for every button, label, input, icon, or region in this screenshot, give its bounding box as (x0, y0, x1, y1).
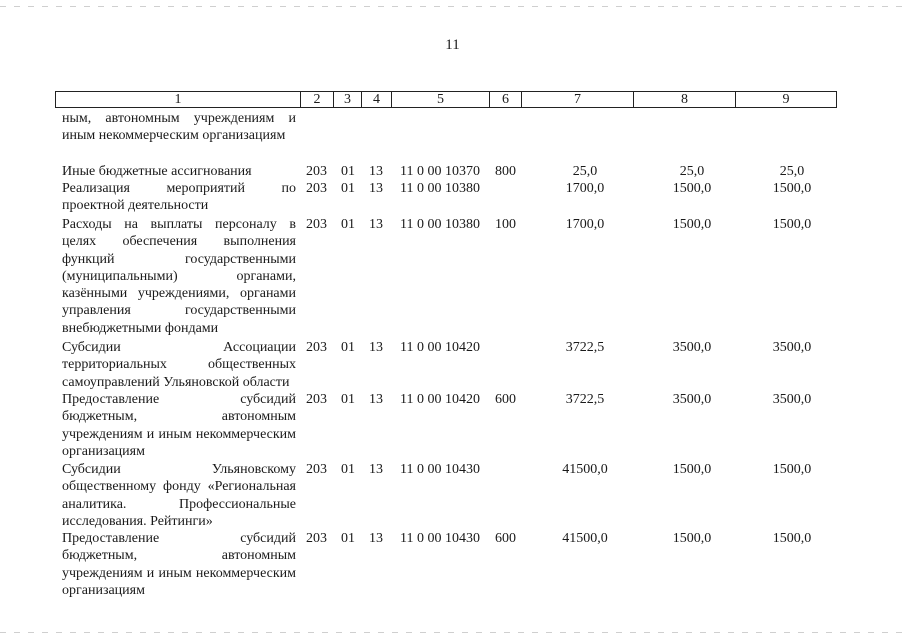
cell-col-6: 600 (495, 392, 516, 407)
cell-col-6: 100 (495, 217, 516, 232)
scan-edge-top (0, 6, 905, 7)
cell-col-9: 1500,0 (772, 217, 812, 232)
cell-col-3: 01 (341, 164, 355, 179)
cell-col-3: 01 (341, 531, 355, 546)
row-name: ным, автономным учреждениям и иным некоммерческим организациям (62, 111, 296, 144)
cell-col-5: 11 0 00 10420 (400, 340, 480, 355)
cell-col-2: 203 (306, 217, 327, 232)
cell-col-4: 13 (369, 181, 383, 196)
cell-col-8: 3500,0 (672, 340, 712, 355)
cell-col-6: 600 (495, 531, 516, 546)
cell-col-9: 3500,0 (772, 392, 812, 407)
cell-col-4: 13 (369, 462, 383, 477)
cell-col-5: 11 0 00 10420 (400, 392, 480, 407)
row-name: Расходы на выплаты персоналу в целях обеспечения выполнения функций государственными (муниципальными) органами, казёнными учреждениями, органами управления государственными внебюджетными фондами (62, 217, 296, 336)
cell-col-2: 203 (306, 462, 327, 477)
row-name: Иные бюджетные ассигнования (62, 164, 252, 179)
cell-col-8: 1500,0 (672, 217, 712, 232)
cell-col-6: 800 (495, 164, 516, 179)
row-name: Предоставление субсидий бюджетным, автономным учреждениям и иным некоммерческим организациям (62, 392, 296, 459)
cell-col-7: 41500,0 (562, 462, 608, 477)
row-name: Субсидии Ассоциации территориальных общественных самоуправлений Ульяновской области (62, 340, 296, 390)
cell-col-3: 01 (341, 217, 355, 232)
cell-col-9: 25,0 (779, 164, 805, 179)
cell-col-7: 3722,5 (565, 340, 605, 355)
page-number: 11 (445, 37, 460, 53)
cell-col-3: 01 (341, 392, 355, 407)
cell-col-8: 3500,0 (672, 392, 712, 407)
cell-col-8: 1500,0 (672, 462, 712, 477)
cell-col-7: 1700,0 (565, 181, 605, 196)
cell-col-3: 01 (341, 340, 355, 355)
cell-col-2: 203 (306, 392, 327, 407)
header-col-3: 3 (334, 92, 362, 107)
cell-col-2: 203 (306, 340, 327, 355)
cell-col-5: 11 0 00 10380 (400, 181, 480, 196)
cell-col-7: 41500,0 (562, 531, 608, 546)
table-header (55, 91, 837, 108)
scan-edge-bottom (0, 632, 905, 633)
cell-col-9: 1500,0 (772, 531, 812, 546)
cell-col-7: 1700,0 (565, 217, 605, 232)
cell-col-4: 13 (369, 531, 383, 546)
header-col-7: 7 (522, 92, 634, 107)
cell-col-8: 1500,0 (672, 531, 712, 546)
header-col-4: 4 (362, 92, 392, 107)
cell-col-4: 13 (369, 217, 383, 232)
cell-col-5: 11 0 00 10430 (400, 531, 480, 546)
cell-col-5: 11 0 00 10430 (400, 462, 480, 477)
cell-col-5: 11 0 00 10370 (400, 164, 480, 179)
header-col-6: 6 (490, 92, 522, 107)
header-col-5: 5 (392, 92, 490, 107)
cell-col-8: 1500,0 (672, 181, 712, 196)
row-name: Предоставление субсидий бюджетным, автономным учреждениям и иным некоммерческим организациям (62, 531, 296, 598)
cell-col-9: 1500,0 (772, 181, 812, 196)
cell-col-7: 3722,5 (565, 392, 605, 407)
cell-col-5: 11 0 00 10380 (400, 217, 480, 232)
cell-col-9: 3500,0 (772, 340, 812, 355)
cell-col-8: 25,0 (679, 164, 705, 179)
cell-col-2: 203 (306, 164, 327, 179)
cell-col-7: 25,0 (572, 164, 598, 179)
cell-col-3: 01 (341, 181, 355, 196)
cell-col-3: 01 (341, 462, 355, 477)
cell-col-2: 203 (306, 531, 327, 546)
cell-col-4: 13 (369, 340, 383, 355)
cell-col-2: 203 (306, 181, 327, 196)
cell-col-4: 13 (369, 392, 383, 407)
row-name: Реализация мероприятий по проектной деятельности (62, 181, 296, 214)
header-col-8: 8 (634, 92, 736, 107)
header-col-2: 2 (301, 92, 334, 107)
cell-col-4: 13 (369, 164, 383, 179)
row-name: Субсидии Ульяновскому общественному фонду «Региональная аналитика. Профессиональные исследования. Рейтинги» (62, 462, 296, 529)
header-col-9: 9 (782, 92, 790, 107)
header-col-1: 1 (56, 92, 301, 107)
cell-col-9: 1500,0 (772, 462, 812, 477)
